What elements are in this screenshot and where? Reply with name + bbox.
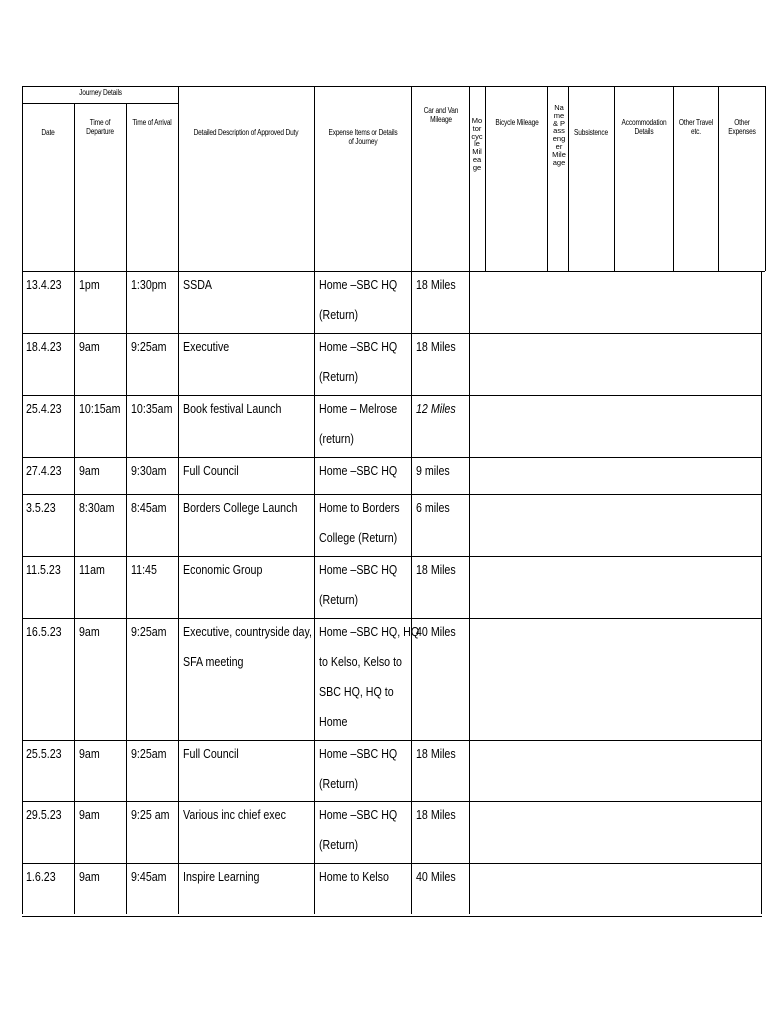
table-row	[0, 618, 770, 740]
cell-departure: 8:30am	[79, 500, 115, 515]
cell-journey: Home to Borders	[319, 500, 400, 515]
cell-date: 27.4.23	[26, 463, 62, 478]
header-expense-items: Expense Items or Details of Journey	[328, 128, 398, 146]
cell-arrival: 9:25 am	[131, 807, 170, 822]
journey-details-rule	[22, 103, 179, 104]
cell-date: 1.6.23	[26, 869, 56, 884]
table-row	[0, 740, 770, 801]
cell-mileage: 9 miles	[416, 463, 450, 478]
cell-mileage: 6 miles	[416, 500, 450, 515]
table-row	[0, 271, 770, 333]
cell-description: Executive	[183, 339, 230, 354]
table-row	[0, 863, 770, 916]
cell-journey: SBC HQ, HQ to	[319, 684, 394, 699]
cell-departure: 11am	[79, 562, 105, 577]
cell-mileage: 18 Miles	[416, 277, 456, 292]
cell-departure: 9am	[79, 869, 100, 884]
cell-mileage: 18 Miles	[416, 746, 456, 761]
cell-journey: (Return)	[319, 776, 359, 791]
table-row	[0, 457, 770, 494]
table-row	[0, 801, 770, 863]
cell-journey: Home –SBC HQ	[319, 807, 398, 822]
table-row	[0, 494, 770, 556]
col-divider	[547, 86, 548, 271]
table-row	[0, 333, 770, 395]
cell-departure: 9am	[79, 624, 100, 639]
header-date: Date	[41, 128, 55, 137]
cell-journey: Home –SBC HQ, HQ	[319, 624, 420, 639]
header-description: Detailed Description of Approved Duty	[193, 128, 299, 137]
cell-arrival: 9:25am	[131, 339, 167, 354]
cell-journey: (Return)	[319, 837, 359, 852]
header-other-expenses: Other Expenses	[728, 118, 756, 136]
cell-description: Borders College Launch	[183, 500, 298, 515]
cell-mileage: 18 Miles	[416, 339, 456, 354]
cell-mileage: 12 Miles	[416, 401, 456, 416]
cell-journey: Home – Melrose	[319, 401, 398, 416]
cell-arrival: 1:30pm	[131, 277, 167, 292]
cell-mileage: 18 Miles	[416, 807, 456, 822]
cell-description: Economic Group	[183, 562, 263, 577]
table-row	[0, 556, 770, 618]
cell-description: Book festival Launch	[183, 401, 282, 416]
cell-arrival: 10:35am	[131, 401, 173, 416]
cell-journey: to Kelso, Kelso to	[319, 654, 402, 669]
cell-date: 3.5.23	[26, 500, 56, 515]
cell-date: 18.4.23	[26, 339, 62, 354]
cell-description: Full Council	[183, 463, 239, 478]
col-divider	[614, 86, 615, 271]
table-row	[0, 395, 770, 457]
cell-departure: 9am	[79, 463, 100, 478]
cell-date: 13.4.23	[26, 277, 62, 292]
header-accommodation: Accommodation Details	[621, 118, 667, 136]
cell-description: Full Council	[183, 746, 239, 761]
cell-journey: Home to Kelso	[319, 869, 389, 884]
cell-journey: (Return)	[319, 369, 359, 384]
cell-journey: (Return)	[319, 592, 359, 607]
header-top-rule	[22, 86, 765, 87]
col-divider	[568, 86, 569, 271]
header-passenger-mileage: Name & Passenger Mileage	[552, 103, 566, 167]
header-car-van-mileage: Car and Van Mileage	[423, 106, 459, 124]
cell-date: 16.5.23	[26, 624, 62, 639]
cell-arrival: 9:25am	[131, 746, 167, 761]
cell-journey: Home	[319, 714, 348, 729]
row-rule	[22, 916, 762, 917]
cell-departure: 10:15am	[79, 401, 121, 416]
cell-journey: Home –SBC HQ	[319, 746, 398, 761]
header-journey-details: Journey Details	[79, 88, 122, 97]
cell-arrival: 9:45am	[131, 869, 167, 884]
header-subsistence: Subsistence	[574, 128, 608, 137]
cell-journey: Home –SBC HQ	[319, 277, 398, 292]
col-divider	[673, 86, 674, 271]
cell-departure: 9am	[79, 807, 100, 822]
header-time-arrival: Time of Arrival	[132, 118, 172, 127]
cell-mileage: 18 Miles	[416, 562, 456, 577]
header-motorcycle-mileage: MotorcycleMileage	[471, 116, 483, 172]
cell-description: Executive, countryside day,	[183, 624, 312, 639]
cell-departure: 9am	[79, 339, 100, 354]
cell-journey: Home –SBC HQ	[319, 339, 398, 354]
header-other-travel: Other Travel etc.	[678, 118, 714, 136]
cell-description: SSDA	[183, 277, 213, 292]
cell-departure: 1pm	[79, 277, 100, 292]
cell-description: SFA meeting	[183, 654, 244, 669]
cell-journey: Home –SBC HQ	[319, 463, 398, 478]
cell-journey: Home –SBC HQ	[319, 562, 398, 577]
cell-date: 25.4.23	[26, 401, 62, 416]
cell-departure: 9am	[79, 746, 100, 761]
cell-date: 29.5.23	[26, 807, 62, 822]
cell-mileage: 40 Miles	[416, 624, 456, 639]
cell-journey: (return)	[319, 431, 354, 446]
cell-arrival: 9:25am	[131, 624, 167, 639]
col-divider	[485, 86, 486, 271]
cell-arrival: 9:30am	[131, 463, 167, 478]
cell-description: Various inc chief exec	[183, 807, 286, 822]
header-bicycle-mileage: Bicycle Mileage	[495, 118, 539, 127]
col-divider	[718, 86, 719, 271]
cell-date: 25.5.23	[26, 746, 62, 761]
col-divider	[765, 86, 766, 271]
cell-description: Inspire Learning	[183, 869, 260, 884]
cell-mileage: 40 Miles	[416, 869, 456, 884]
cell-date: 11.5.23	[26, 562, 61, 577]
cell-arrival: 11:45	[131, 562, 157, 577]
cell-journey: College (Return)	[319, 530, 398, 545]
cell-journey: (Return)	[319, 307, 359, 322]
cell-arrival: 8:45am	[131, 500, 167, 515]
header-time-departure: Time of Departure	[86, 118, 114, 136]
